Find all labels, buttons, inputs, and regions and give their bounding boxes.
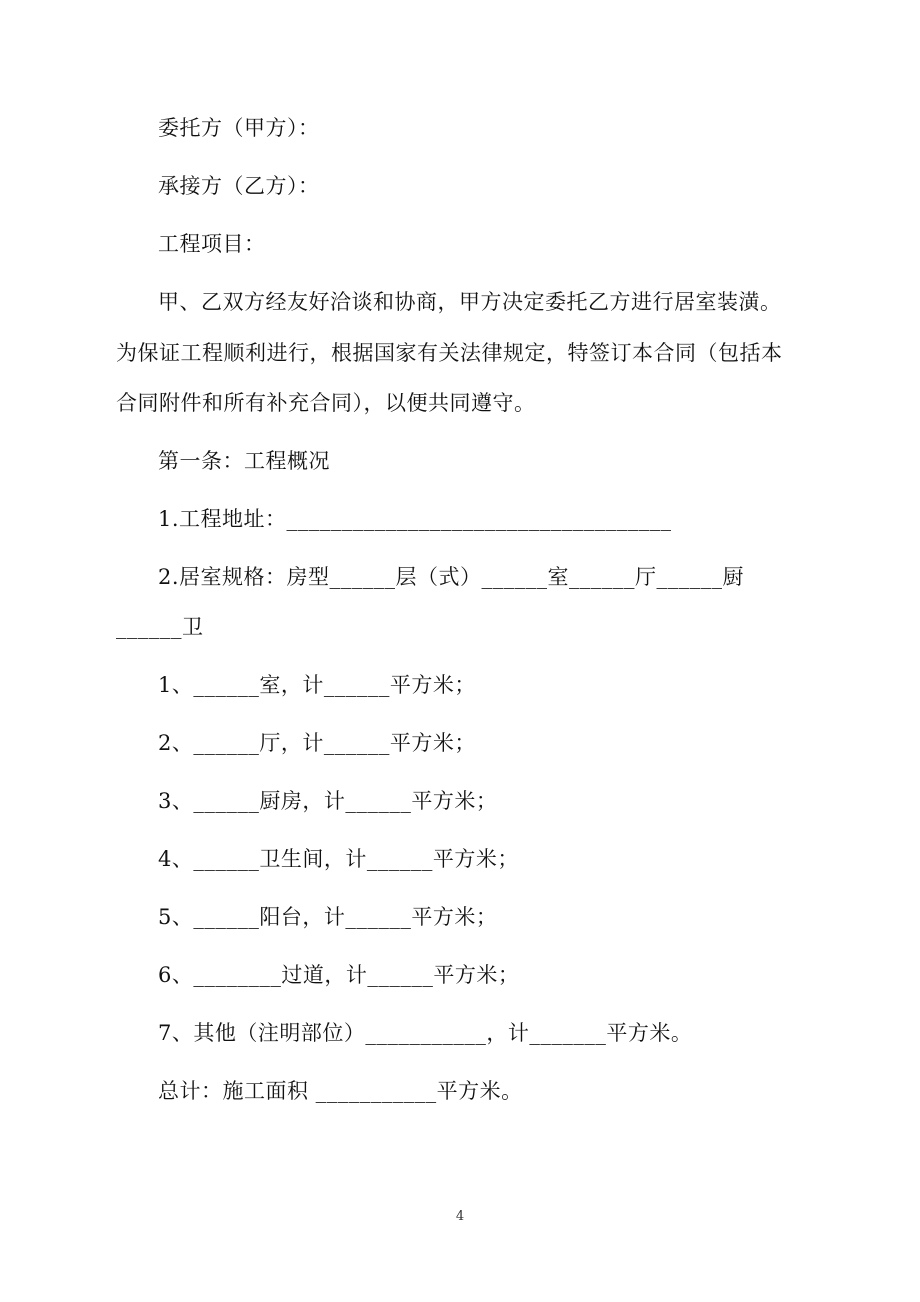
page-number: 4 bbox=[455, 1209, 465, 1224]
room-spec-line-1: 2.居室规格：房型______层（式）______室______厅______厨 bbox=[158, 565, 745, 589]
intro-paragraph-line-1: 甲、乙双方经友好洽谈和协商，甲方决定委托乙方进行居室装潢。 bbox=[158, 290, 782, 314]
project-address-line: 1.工程地址：___________________________________ bbox=[158, 507, 672, 531]
client-party-a-line: 委托方（甲方）： bbox=[158, 116, 320, 140]
intro-paragraph-line-3: 合同附件和所有补充合同），以便共同遵守。 bbox=[116, 391, 536, 415]
area-item-bathroom: 4、______卫生间，计______平方米； bbox=[158, 847, 519, 871]
area-item-corridor: 6、________过道，计______平方米； bbox=[158, 963, 520, 987]
intro-paragraph-line-2: 为保证工程顺利进行，根据国家有关法律规定，特签订本合同（包括本 bbox=[116, 341, 783, 365]
total-area-line: 总计：施工面积 ___________平方米。 bbox=[158, 1079, 523, 1103]
article-one-heading: 第一条：工程概况 bbox=[158, 449, 330, 473]
room-spec-line-2: ______卫 bbox=[116, 615, 204, 639]
area-item-room: 1、______室，计______平方米； bbox=[158, 673, 476, 697]
area-item-balcony: 5、______阳台，计______平方米； bbox=[158, 905, 498, 929]
area-item-hall: 2、______厅，计______平方米； bbox=[158, 731, 476, 755]
area-item-kitchen: 3、______厨房，计______平方米； bbox=[158, 789, 498, 813]
contractor-party-b-line: 承接方（乙方）： bbox=[158, 174, 320, 198]
area-item-other: 7、其他（注明部位）___________，计_______平方米。 bbox=[158, 1021, 693, 1045]
project-item-line: 工程项目： bbox=[158, 232, 266, 256]
